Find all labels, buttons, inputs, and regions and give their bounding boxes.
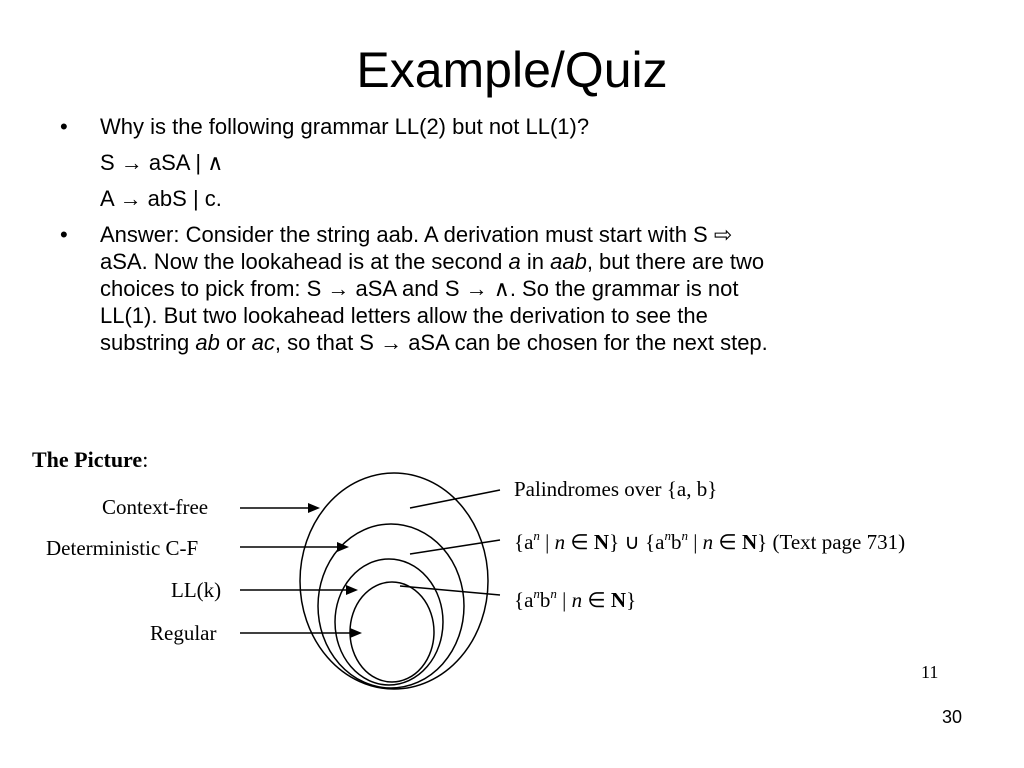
emphasis-a: a [508, 249, 521, 274]
right-pointers [400, 490, 500, 595]
emphasis-aab: aab [550, 249, 587, 274]
emphasis-ac: ac [251, 330, 275, 355]
label-deterministic: Deterministic C-F [46, 536, 199, 560]
grammar-rule-2 [60, 185, 980, 212]
slide-number: 30 [941, 707, 962, 727]
answer-line-4: LL(1). But two lookahead letters allow the derivation to see the [100, 303, 708, 328]
label-llk: LL(k) [171, 578, 222, 602]
answer-line-5: substring ab or ac, so that S → aSA can be chosen for the next step. [100, 330, 768, 355]
bullet-marker: • [60, 222, 68, 247]
answer-line-1: Answer: Consider the string aab. A derivation must start with S ⇨ [100, 222, 733, 247]
annotation-union: {$a^n$ | n ∈ N} ∪ {$a^nb^n$ | n ∈ N} (Text page 731) [514, 528, 906, 554]
question-text: Why is the following grammar LL(2) but not LL(1)? [100, 114, 590, 139]
rule-1-text: S → aSA | ∧ [100, 150, 224, 175]
rule-2-text: A → abS | c. [100, 186, 222, 211]
language-hierarchy-diagram [30, 430, 1000, 700]
emphasis-ab: ab [195, 330, 220, 355]
context-free-ellipse [300, 473, 488, 689]
answer-line-3: choices to pick from: S → aSA and S → ∧. So the grammar is not [100, 276, 739, 301]
bullet-list [60, 113, 980, 356]
annotation-palindromes: Palindromes over {a, b} [514, 477, 718, 501]
label-regular: Regular [150, 621, 217, 645]
bullet-answer [60, 221, 980, 356]
bullet-question [60, 113, 980, 140]
label-context-free: Context-free [102, 495, 209, 519]
picture-page-number: 11 [921, 662, 939, 682]
bullet-marker: • [60, 114, 68, 139]
regular-ellipse [350, 582, 434, 682]
picture-heading: The Picture: [32, 447, 149, 472]
answer-line-2: aSA. Now the lookahead is at the second a in aab, but there are two [100, 249, 765, 274]
annotation-anbn: {$a^nb^n$ | n ∈ N} [514, 586, 637, 612]
slide-title: Example/Quiz [356, 42, 668, 98]
grammar-rule-1 [60, 149, 980, 176]
